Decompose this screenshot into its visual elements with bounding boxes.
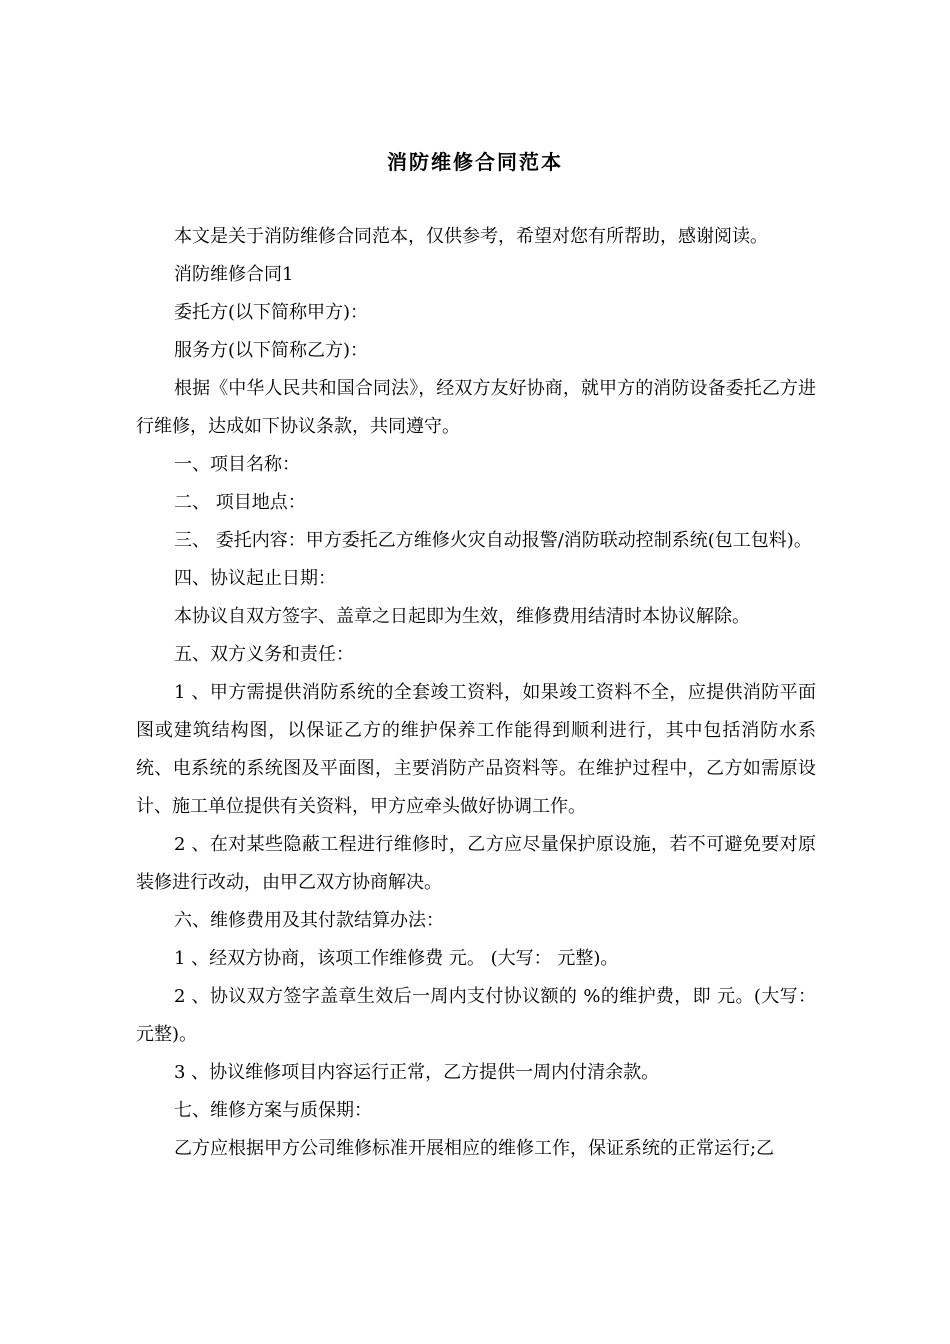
paragraph-fee-2: 2 、协议双方签字盖章生效后一周内支付协议额的 %的维护费，即 元。(大写： 元整)。 [136,986,816,1045]
paragraph-project-name: 一、项目名称： [174,454,300,475]
paragraph-scope: 三、 委托内容：甲方委托乙方维修火灾自动报警/消防联动控制系统(包工包料)。 [174,530,812,551]
paragraph-warranty-text: 乙方应根据甲方公司维修标准开展相应的维修工作，保证系统的正常运行;乙 [174,1138,775,1159]
paragraph-party-a: 委托方(以下简称甲方)： [174,302,369,323]
paragraph-obligation-2: 2 、在对某些隐蔽工程进行维修时，乙方应尽量保护原设施，若不可避免要对原装修进行改动，由甲乙双方协商解决。 [136,834,816,893]
paragraph-warranty-heading: 七、维修方案与质保期： [174,1100,372,1121]
paragraph-party-b: 服务方(以下简称乙方)： [174,340,369,361]
paragraph-fee-3: 3 、协议维修项目内容运行正常，乙方提供一周内付清余款。 [174,1062,660,1083]
paragraph-intro: 本文是关于消防维修合同范本，仅供参考，希望对您有所帮助，感谢阅读。 [174,226,768,247]
paragraph-obligation-1: 1 、甲方需提供消防系统的全套竣工资料，如果竣工资料不全，应提供消防平面图或建筑结构图，以保证乙方的维护保养工作能得到顺利进行，其中包括消防水系统、电系统的系统图及平面图，主要消防产品资料等。在维护过程中，乙方如需原设计、施工单位提供有关资料，甲方应牵头做好协调工作。 [136,682,816,817]
paragraph-fee-1: 1 、经双方协商，该项工作维修费 元。 (大写： 元整)。 [174,948,619,969]
paragraph-fees-heading: 六、维修费用及其付款结算办法： [174,910,444,931]
paragraph-term-text: 本协议自双方签字、盖章之日起即为生效，维修费用结清时本协议解除。 [174,606,750,627]
paragraph-obligations-heading: 五、双方义务和责任： [174,644,354,665]
paragraph-legal-basis: 根据《中华人民共和国合同法》，经双方友好协商，就甲方的消防设备委托乙方进行维修，达成如下协议条款，共同遵守。 [136,378,816,437]
paragraph-project-location: 二、 项目地点： [174,492,306,513]
document-title: 消防维修合同范本 [387,150,563,174]
paragraph-term-heading: 四、协议起止日期： [174,568,336,589]
paragraph-contract-heading: 消防维修合同1 [174,264,294,285]
document-body [136,218,816,1168]
